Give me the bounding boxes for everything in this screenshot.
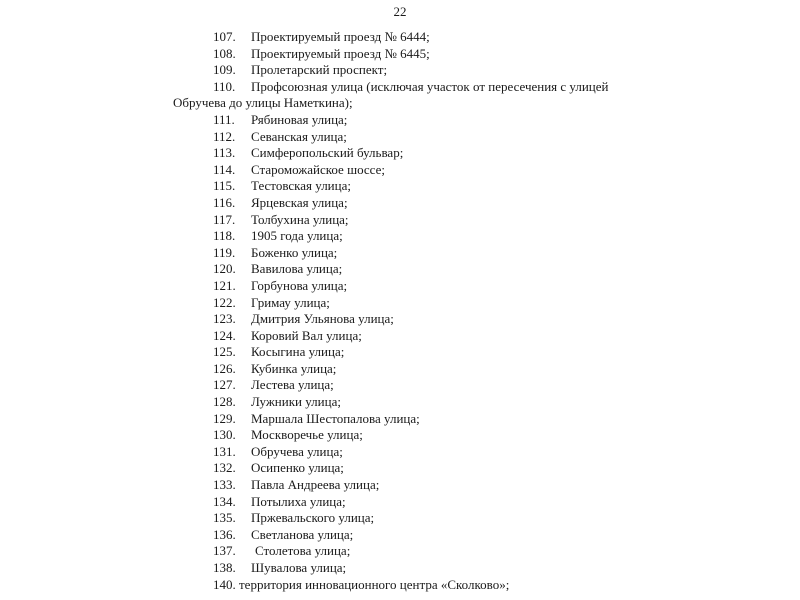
- item-text: Толбухина улица;: [251, 211, 349, 227]
- item-number: 135.: [213, 510, 236, 526]
- list-item: [0, 460, 800, 477]
- list-item: [0, 328, 800, 345]
- item-number: 118.: [213, 228, 236, 244]
- item-number: 138.: [213, 560, 236, 575]
- list-item: [0, 427, 800, 444]
- item-text: 1905 года улица;: [251, 228, 343, 244]
- list-item: [0, 212, 800, 229]
- item-text: Проектируемый проезд № 6445;: [251, 45, 430, 61]
- list-item: [0, 477, 800, 494]
- item-text: Тестовская улица;: [251, 178, 351, 194]
- list-item: [0, 261, 800, 278]
- list-item: [0, 278, 800, 295]
- list-item: [0, 162, 800, 179]
- item-text: Вавилова улица;: [251, 261, 343, 277]
- item-number: 117.: [213, 211, 236, 227]
- page-number: 22: [393, 4, 407, 19]
- list-item: [0, 510, 800, 527]
- list-item: [0, 394, 800, 411]
- item-number: 108.: [213, 45, 236, 61]
- item-text: Пржевальского улица;: [251, 510, 375, 526]
- list-item: [0, 411, 800, 428]
- item-text: Староможайское шоссе;: [251, 161, 385, 177]
- item-number: 124.: [213, 327, 236, 343]
- list-item: [0, 245, 800, 262]
- item-text: Светланова улица;: [251, 526, 354, 542]
- item-number: 116.: [213, 194, 236, 210]
- item-number: 115.: [213, 178, 236, 194]
- item-text: Москворечье улица;: [251, 427, 363, 443]
- list-item: [0, 195, 800, 212]
- item-text: Пролетарский проспект;: [251, 62, 388, 78]
- list-item: [0, 46, 800, 63]
- item-number: 131.: [213, 443, 236, 459]
- list-item: [0, 344, 800, 361]
- item-number: 136.: [213, 526, 236, 542]
- item-number: 128.: [213, 394, 236, 410]
- item-number: 123.: [213, 311, 236, 327]
- item-text: Симферопольский бульвар;: [251, 145, 404, 161]
- list-item: [0, 577, 800, 594]
- item-text-full: 140. территория инновационного центра «Сколково»;: [213, 576, 510, 592]
- item-number: 119.: [213, 244, 236, 260]
- list-item: [0, 62, 800, 79]
- list-item: [0, 494, 800, 511]
- item-number: 132.: [213, 460, 236, 476]
- item-number: 122.: [213, 294, 236, 310]
- item-number: 111.: [213, 111, 235, 127]
- item-text: Коровий Вал улица;: [251, 327, 362, 343]
- street-list: [0, 29, 800, 593]
- item-text: Гримау улица;: [251, 294, 330, 310]
- item-text: Ярцевская улица;: [251, 194, 348, 210]
- list-item: [0, 145, 800, 162]
- item-number: 125.: [213, 344, 236, 360]
- list-item: [0, 29, 800, 46]
- item-number: 112.: [213, 128, 236, 144]
- list-item: [0, 527, 800, 544]
- item-number: 121.: [213, 277, 236, 293]
- item-number: 137.: [213, 543, 236, 559]
- item-text: Павла Андреева улица;: [251, 477, 380, 493]
- item-text: Горбунова улица;: [251, 277, 348, 293]
- item-number: 120.: [213, 261, 236, 277]
- item-text: Кубинка улица;: [251, 360, 337, 376]
- list-item: [0, 178, 800, 195]
- item-number: 126.: [213, 360, 236, 376]
- item-text: Косыгина улица;: [251, 344, 345, 360]
- item-number: 110.: [213, 78, 236, 94]
- item-text: Осипенко улица;: [251, 460, 344, 476]
- item-text: Маршала Шестопалова улица;: [251, 410, 420, 426]
- item-number: 133.: [213, 477, 236, 493]
- item-number: 130.: [213, 427, 236, 443]
- item-number: 107.: [213, 29, 236, 44]
- item-number: 134.: [213, 493, 236, 509]
- item-text: Севанская улица;: [251, 128, 347, 144]
- item-number: 129.: [213, 410, 236, 426]
- list-item: [0, 311, 800, 328]
- list-item: [0, 129, 800, 146]
- item-text: Проектируемый проезд № 6444;: [251, 29, 430, 44]
- list-item: [0, 79, 800, 112]
- item-number: 114.: [213, 161, 236, 177]
- item-text: Боженко улица;: [251, 244, 338, 260]
- item-text: Лужники улица;: [251, 394, 341, 410]
- item-number: 127.: [213, 377, 236, 393]
- item-text: Потылиха улица;: [251, 493, 346, 509]
- item-text: Дмитрия Ульянова улица;: [251, 311, 394, 327]
- list-item: [0, 112, 800, 129]
- item-text: Лестева улица;: [251, 377, 334, 393]
- list-item: [0, 444, 800, 461]
- item-text: Шувалова улица;: [251, 560, 347, 575]
- item-text: Рябиновая улица;: [251, 111, 348, 127]
- list-item: [0, 543, 800, 560]
- item-number: 109.: [213, 62, 236, 78]
- item-text: Обручева улица;: [251, 443, 343, 459]
- item-text: Столетова улица;: [255, 543, 351, 559]
- list-item: [0, 295, 800, 312]
- list-item: [0, 361, 800, 378]
- item-number: 113.: [213, 145, 236, 161]
- list-item: [0, 377, 800, 394]
- list-item: [0, 228, 800, 245]
- list-item: [0, 560, 800, 577]
- item-text: Профсоюзная улица (исключая участок от пересечения с улицей: [251, 78, 609, 94]
- item-text-continuation: Обручева до улицы Наметкина);: [173, 95, 353, 111]
